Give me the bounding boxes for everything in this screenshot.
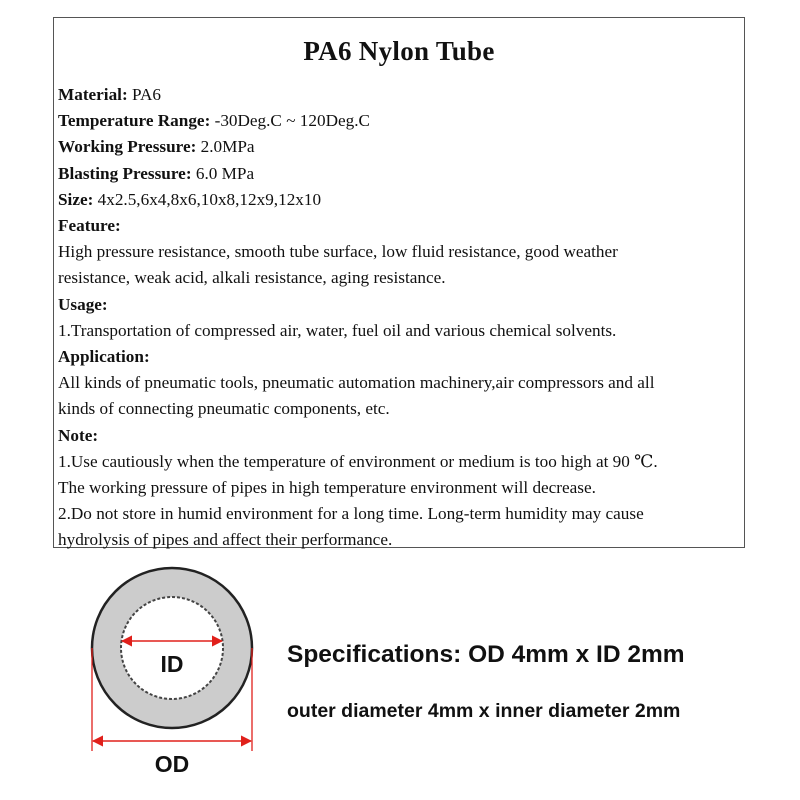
blasting-pressure-label: Blasting Pressure — [58, 163, 186, 183]
note-heading: Note: — [58, 425, 99, 445]
id-label: ID — [160, 651, 184, 677]
blasting-pressure-value: 6.0 MPa — [195, 163, 255, 183]
page-title: PA6 Nylon Tube — [303, 36, 495, 66]
note-line: 2.Do not store in humid environment for a long time. Long-term humidity may cause — [58, 504, 644, 524]
note-line: The working pressure of pipes in high temperature environment will decrease. — [58, 478, 596, 498]
material-label: Material — [58, 85, 122, 104]
feature-heading: Feature: — [58, 216, 121, 236]
application-line: All kinds of pneumatic tools, pneumatic automation machinery,air compressors and all — [58, 373, 655, 393]
temperature-value: -30Deg.C ~ 120Deg.C — [214, 111, 370, 131]
feature-line: resistance, weak acid, alkali resistance, aging resistance. — [58, 268, 446, 288]
material-row: Material: PA6 — [58, 85, 161, 104]
size-row: Size: 4x2.5,6x4,8x6,10x8,12x9,12x10 — [58, 189, 322, 209]
temperature-row: Temperature Range: -30Deg.C ~ 120Deg.C — [58, 111, 370, 131]
blasting-pressure-row: Blasting Pressure: 6.0 MPa — [58, 163, 255, 183]
tube-cross-section-diagram — [70, 565, 280, 785]
size-value: 4x2.5,6x4,8x6,10x8,12x9,12x10 — [97, 189, 322, 209]
application-heading: Application: — [58, 347, 150, 367]
working-pressure-row: Working Pressure: 2.0MPa — [58, 137, 255, 157]
feature-line: High pressure resistance, smooth tube surface, low fluid resistance, good weather — [58, 242, 618, 262]
specifications-heading: Specifications: OD 4mm x ID 2mm — [287, 641, 685, 668]
inner-bore — [121, 597, 223, 699]
spec-panel — [53, 17, 745, 548]
usage-line: 1.Transportation of compressed air, water, fuel oil and various chemical solvents. — [58, 320, 617, 340]
note-line: 1.Use cautiously when the temperature of environment or medium is too high at 90 ℃. — [58, 451, 658, 471]
application-line: kinds of connecting pneumatic components, etc. — [58, 399, 390, 419]
material-value: PA6 — [131, 85, 161, 104]
od-label: OD — [154, 751, 190, 777]
temperature-label: Temperature Range — [58, 111, 205, 131]
note-line: hydrolysis of pipes and affect their performance. — [58, 530, 393, 550]
working-pressure-label: Working Pressure — [58, 137, 191, 157]
size-label: Size — [58, 189, 88, 209]
working-pressure-value: 2.0MPa — [200, 137, 255, 157]
spec-list — [58, 82, 742, 554]
usage-heading: Usage: — [58, 294, 108, 314]
specifications-detail: outer diameter 4mm x inner diameter 2mm — [287, 700, 681, 722]
